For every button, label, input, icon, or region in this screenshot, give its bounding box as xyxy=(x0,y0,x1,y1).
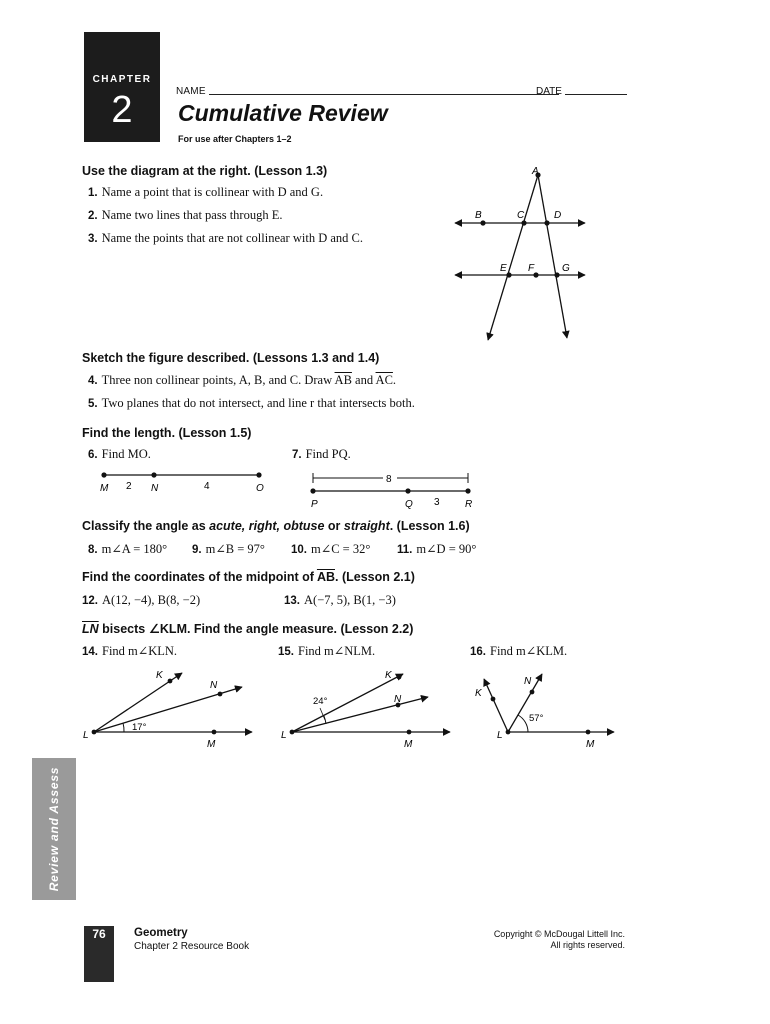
point-k xyxy=(491,697,496,702)
lines-diagram xyxy=(440,160,600,350)
question-15: 15. Find m∠NLM. xyxy=(278,644,376,658)
point-o xyxy=(256,472,261,477)
svg-text:N: N xyxy=(394,694,402,705)
length-pr: 8 xyxy=(386,474,392,485)
point-q xyxy=(405,488,410,493)
point-b xyxy=(480,220,485,225)
date-field xyxy=(536,86,627,97)
point-n xyxy=(530,690,535,695)
point-m xyxy=(212,730,217,735)
question-8: 8. m∠A = 180° xyxy=(88,542,168,556)
question-9: 9. m∠B = 97° xyxy=(192,542,265,556)
line-ad xyxy=(538,175,567,338)
question-11: 11. m∠D = 90° xyxy=(397,542,477,556)
date-blank xyxy=(565,94,627,95)
label-f: F xyxy=(528,263,535,274)
angle-label-57: 57° xyxy=(529,713,544,724)
svg-text:L: L xyxy=(281,730,287,741)
line-ac xyxy=(488,175,538,340)
question-2: 2. Name two lines that pass through E. xyxy=(88,208,283,222)
svg-text:N: N xyxy=(524,676,532,687)
label-r: R xyxy=(465,499,473,510)
question-6: 6. Find MO. xyxy=(88,447,151,461)
angle-figure-15 xyxy=(278,664,458,754)
length-mn: 2 xyxy=(126,481,132,492)
angle-figure-16 xyxy=(470,664,620,754)
chapter-number: 2 xyxy=(111,89,133,131)
point-c xyxy=(521,220,526,225)
length-qr: 3 xyxy=(434,497,440,508)
section3-heading: Find the length. (Lesson 1.5) xyxy=(82,426,252,440)
label-g: G xyxy=(562,263,570,274)
point-r xyxy=(465,488,470,493)
question-10: 10. m∠C = 32° xyxy=(291,542,371,556)
point-g xyxy=(554,272,559,277)
ray-lk xyxy=(292,674,403,732)
svg-text:L: L xyxy=(497,730,503,741)
label-p: P xyxy=(311,499,318,510)
point-m xyxy=(586,730,591,735)
question-3: 3. Name the points that are not collinear with D and C. xyxy=(88,231,363,245)
label-a: A xyxy=(532,166,539,177)
ray-ab: $\overline{AB}$ xyxy=(334,373,352,387)
name-label: NAME xyxy=(176,86,206,97)
section4-heading: Classify the angle as acute, right, obtuse or straight. (Lesson 1.6) xyxy=(82,519,470,533)
question-13: 13. A(−7, 5), B(1, −3) xyxy=(284,593,396,607)
point-k xyxy=(397,675,402,680)
question-5: 5. Two planes that do not intersect, and line r that intersects both. xyxy=(88,396,415,410)
label-m: M xyxy=(100,483,109,494)
section5-heading: Find the coordinates of the midpoint of $\overline{AB}$. (Lesson 2.1) xyxy=(82,570,415,584)
section6-heading: $\overline{LN}$ bisects ∠KLM. Find the angle measure. (Lesson 2.2) xyxy=(82,622,414,636)
chapter-label: CHAPTER xyxy=(92,74,152,85)
svg-text:K: K xyxy=(475,688,482,699)
question-16: 16. Find m∠KLM. xyxy=(470,644,568,658)
svg-text:L: L xyxy=(83,730,89,741)
page-number: 76 xyxy=(92,927,106,941)
label-b: B xyxy=(475,210,482,221)
copyright-line-2: All rights reserved. xyxy=(550,940,625,950)
label-e: E xyxy=(500,263,507,274)
label-n: N xyxy=(151,483,159,494)
svg-text:K: K xyxy=(156,670,163,681)
label-q: Q xyxy=(405,499,413,510)
footer-book: Geometry xyxy=(134,927,188,939)
point-e xyxy=(506,272,511,277)
point-k xyxy=(168,679,173,684)
point-m xyxy=(407,730,412,735)
question-14: 14. Find m∠KLN. xyxy=(82,644,178,658)
question-4: 4. Three non collinear points, A, B, and C. Draw $\overline{AB}$ and $\overline{AC}$. xyxy=(88,373,397,387)
copyright xyxy=(460,929,625,951)
svg-text:K: K xyxy=(385,670,392,681)
page-subtitle: For use after Chapters 1–2 xyxy=(178,134,292,144)
question-1: 1. Name a point that is collinear with D and G. xyxy=(88,185,324,199)
point-n xyxy=(151,472,156,477)
ray-lk xyxy=(484,679,508,732)
point-d xyxy=(544,220,549,225)
review-and-assess-tab xyxy=(32,758,76,900)
length-no: 4 xyxy=(204,481,210,492)
point-p xyxy=(310,488,315,493)
section1-heading: Use the diagram at the right. (Lesson 1.3) xyxy=(82,164,328,178)
date-label: DATE xyxy=(536,86,562,97)
section2-heading: Sketch the figure described. (Lessons 1.3 and 1.4) xyxy=(82,351,380,365)
label-o: O xyxy=(256,483,264,494)
point-f xyxy=(533,272,538,277)
label-c: C xyxy=(517,210,525,221)
name-blank xyxy=(209,94,559,95)
question-7: 7. Find PQ. xyxy=(292,447,351,461)
label-d: D xyxy=(554,210,562,221)
segment-mo-diagram xyxy=(92,465,282,501)
page-title: Cumulative Review xyxy=(178,100,388,126)
chapter-tab xyxy=(84,32,160,142)
svg-text:M: M xyxy=(404,739,413,750)
question-12: 12. A(12, −4), B(8, −2) xyxy=(82,593,201,607)
footer-resource: Chapter 2 Resource Book xyxy=(134,941,250,952)
point-n xyxy=(218,692,223,697)
point-m xyxy=(101,472,106,477)
name-field xyxy=(176,86,559,97)
side-tab-label: Review and Assess xyxy=(47,766,61,892)
angle-label-17: 17° xyxy=(132,722,147,733)
svg-text:M: M xyxy=(586,739,595,750)
ray-ac: $\overline{AC}$ xyxy=(375,373,393,387)
svg-text:N: N xyxy=(210,680,218,691)
copyright-line-1: Copyright © McDougal Littell Inc. xyxy=(493,929,625,939)
segment-pr-diagram xyxy=(305,470,485,512)
svg-text:M: M xyxy=(207,739,216,750)
angle-label-24: 24° xyxy=(313,696,328,707)
angle-figure-14 xyxy=(80,664,260,754)
